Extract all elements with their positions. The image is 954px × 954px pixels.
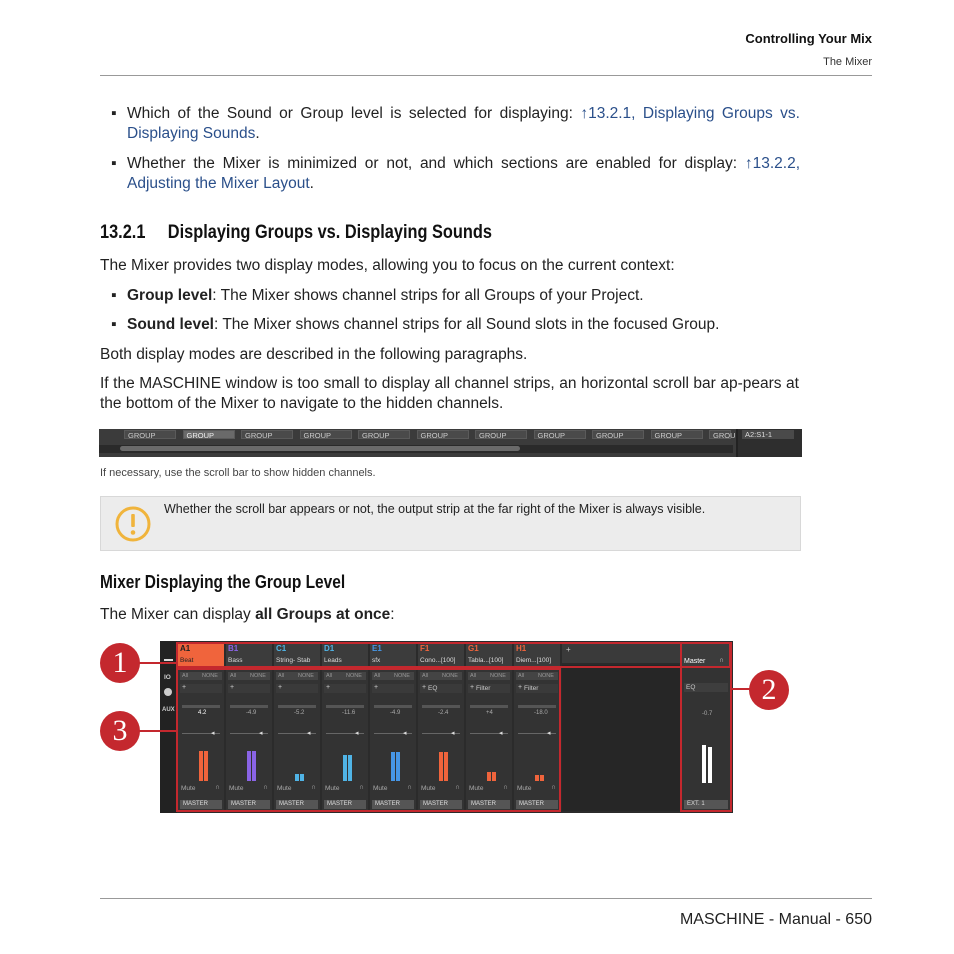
bullet-dot: ▪ [111, 316, 117, 333]
section-heading [100, 222, 492, 244]
bullet-dot: ▪ [111, 287, 117, 304]
insert-label: Filter [476, 685, 491, 692]
add-insert-icon[interactable]: + [278, 684, 283, 691]
aux-toggle[interactable]: AUX [162, 707, 175, 713]
highlight-box-3 [176, 668, 561, 812]
output-route[interactable]: MASTER [516, 800, 558, 809]
mute-button[interactable]: Mute [517, 785, 532, 792]
headphone-icon[interactable]: ∩ [503, 784, 509, 791]
master-name: Master [684, 658, 706, 665]
aux-none-label: NONE [442, 673, 458, 679]
aux-none-label: NONE [250, 673, 266, 679]
mixer-intro-end: : [390, 606, 395, 623]
callout-line-3 [138, 730, 176, 732]
strip-name: A1 [180, 644, 191, 653]
cross-reference-link[interactable]: ↑13.2.1, Displaying Groups vs. Displaying Sounds [127, 105, 800, 142]
output-route[interactable]: MASTER [228, 800, 270, 809]
group-button[interactable]: GROUP [592, 430, 644, 439]
bullet-text: Which of the Sound or Group level is selected for displaying: [127, 105, 581, 122]
strip-sound-name: String- Stab [276, 657, 311, 664]
add-insert-icon[interactable]: + [326, 684, 331, 691]
collapse-icon[interactable] [164, 653, 173, 661]
strip-sound-name: sfx [372, 657, 381, 664]
aux-all-label: All [230, 673, 237, 679]
insert-label: EQ [428, 685, 438, 692]
paragraph: Both display modes are described in the following paragraphs. [100, 346, 528, 363]
headphone-icon[interactable]: ∩ [311, 784, 317, 791]
mode-desc: : The Mixer shows channel strips for all Groups of your Project. [212, 287, 644, 304]
mute-button[interactable]: Mute [325, 785, 340, 792]
level-readout: -11.6 [342, 710, 356, 716]
aux-all-label: All [326, 673, 333, 679]
fader-handle-icon[interactable]: ◂ [451, 730, 455, 737]
strip-sound-name: Beat [180, 657, 194, 664]
output-route[interactable]: MASTER [468, 800, 510, 809]
aux-all-label: All [374, 673, 381, 679]
fader-handle-icon[interactable]: ◂ [307, 730, 311, 737]
strip-sound-name: Leads [324, 657, 342, 664]
bullet-end: . [309, 175, 314, 192]
master-level-readout: -0.7 [702, 711, 713, 717]
level-readout: +4 [486, 710, 493, 716]
scrollbar-figure [99, 429, 800, 457]
level-readout: -4.9 [390, 710, 401, 716]
bullet-dot: ▪ [111, 155, 117, 172]
group-button[interactable]: GROUP [358, 430, 410, 439]
aux-none-label: NONE [490, 673, 506, 679]
level-readout: -4.9 [246, 710, 257, 716]
fader-handle-icon[interactable]: ◂ [259, 730, 263, 737]
strip-sound-name: Diem...[100] [516, 657, 552, 664]
strip-sound-name: Cono...[100] [420, 657, 456, 664]
intro-paragraph: The Mixer provides two display modes, allowing you to focus on the current context: [100, 257, 675, 274]
insert-label: Filter [524, 685, 539, 692]
group-button[interactable]: GROUP [475, 430, 527, 439]
running-header-section: The Mixer [823, 56, 872, 68]
strip-name: E1 [372, 644, 382, 653]
section-title: Displaying Groups vs. Displaying Sounds [167, 222, 492, 243]
level-readout: -5.2 [294, 710, 305, 716]
aux-all-label: All [470, 673, 477, 679]
add-insert-icon[interactable]: + [374, 684, 379, 691]
add-insert-icon[interactable]: + [422, 684, 427, 691]
group-button[interactable]: GROUP [241, 430, 293, 439]
headphone-icon[interactable]: ∩ [455, 784, 461, 791]
fader-handle-icon[interactable]: ◂ [211, 730, 215, 737]
output-label: A2:S1-1 [742, 430, 794, 439]
empty-area [562, 665, 680, 811]
group-button[interactable]: GROUP [651, 430, 703, 439]
headphone-icon[interactable]: ∩ [407, 784, 413, 791]
output-strip [736, 429, 802, 457]
callout-2: 2 [749, 670, 789, 710]
aux-none-label: NONE [202, 673, 218, 679]
group-button[interactable]: GROUP [124, 430, 176, 439]
add-insert-icon[interactable]: + [230, 684, 235, 691]
aux-none-label: NONE [346, 673, 362, 679]
aux-all-label: All [182, 673, 189, 679]
strip-name: F1 [420, 644, 430, 653]
output-route[interactable]: MASTER [180, 800, 222, 809]
fader-handle-icon[interactable]: ◂ [355, 730, 359, 737]
fader-handle-icon[interactable]: ◂ [403, 730, 407, 737]
level-readout: -2.4 [438, 710, 449, 716]
level-readout: -18.0 [534, 710, 548, 716]
section-number: 13.2.1 [100, 222, 146, 243]
aux-none-label: NONE [298, 673, 314, 679]
plugin-icon[interactable] [164, 688, 172, 696]
aux-all-label: All [422, 673, 429, 679]
scrollbar-track [99, 445, 733, 453]
headphone-icon[interactable]: ∩ [359, 784, 365, 791]
note-box [100, 496, 801, 551]
headphone-icon[interactable]: ∩ [263, 784, 269, 791]
cross-reference-link[interactable]: ↑13.2.2, Adjusting the Mixer Layout [127, 155, 800, 192]
bullet-end: . [255, 125, 260, 142]
bullet-text: Whether the Mixer is minimized or not, and which sections are enabled for display: [127, 155, 745, 172]
highlight-box-1 [176, 642, 731, 668]
scrollbar-thumb[interactable] [120, 446, 520, 451]
headphone-icon[interactable]: ∩ [551, 784, 557, 791]
add-insert-icon[interactable]: + [518, 684, 523, 691]
master-output-route[interactable]: EXT. 1 [684, 800, 728, 809]
group-button[interactable]: GROUP [417, 430, 469, 439]
group-button[interactable]: GROUP [300, 430, 352, 439]
aux-all-label: All [278, 673, 285, 679]
output-route[interactable]: MASTER [324, 800, 366, 809]
group-button[interactable]: GROUP [534, 430, 586, 439]
master-insert-label: EQ [686, 684, 696, 691]
mixer-sidebar [160, 641, 177, 813]
aux-none-label: NONE [394, 673, 410, 679]
mode-desc: : The Mixer shows channel strips for all Sound slots in the focused Group. [214, 316, 720, 333]
header-rule [100, 75, 872, 76]
level-readout: 4.2 [198, 710, 207, 716]
running-header-chapter: Controlling Your Mix [745, 31, 872, 46]
footer-rule [100, 898, 872, 899]
io-toggle[interactable]: IO [164, 674, 171, 681]
mixer-intro-text: The Mixer can display [100, 606, 256, 623]
warning-icon [114, 505, 152, 543]
mute-button[interactable]: Mute [229, 785, 244, 792]
add-insert-icon[interactable]: + [470, 684, 475, 691]
mute-button[interactable]: Mute [469, 785, 484, 792]
output-route[interactable]: MASTER [276, 800, 318, 809]
bullet-dot: ▪ [111, 105, 117, 122]
output-route[interactable]: MASTER [372, 800, 414, 809]
page-footer: MASCHINE - Manual - 650 [679, 911, 872, 928]
paragraph: If the MASCHINE window is too small to display all channel strips, an horizontal scroll bar ap-pears at the bottom of the Mixer to navigate to the hidden channels. [100, 375, 799, 412]
callout-1: 1 [100, 643, 140, 683]
mute-button[interactable]: Mute [181, 785, 196, 792]
mute-button[interactable]: Mute [373, 785, 388, 792]
mute-button[interactable]: Mute [421, 785, 436, 792]
bullet-item [111, 104, 800, 144]
note-text: Whether the scroll bar appears or not, the output strip at the far right of the Mixer is always visible. [164, 502, 706, 516]
mute-button[interactable]: Mute [277, 785, 292, 792]
callout-line-1 [138, 662, 176, 664]
headphone-icon[interactable]: ∩ [719, 657, 725, 664]
strip-name: D1 [324, 644, 335, 653]
add-group-icon[interactable]: + [566, 645, 571, 654]
strip-name: H1 [516, 644, 527, 653]
mode-item [111, 315, 800, 335]
aux-none-label: NONE [538, 673, 554, 679]
figure-caption: If necessary, use the scroll bar to show hidden channels. [100, 467, 376, 479]
headphone-icon[interactable]: ∩ [215, 784, 221, 791]
output-route[interactable]: MASTER [420, 800, 462, 809]
add-insert-icon[interactable]: + [182, 684, 187, 691]
strip-sound-name: Bass [228, 657, 243, 664]
mode-term: Sound level [127, 316, 214, 333]
fader-handle-icon[interactable]: ◂ [499, 730, 503, 737]
mixer-intro-bold: all Groups at once [255, 606, 391, 623]
fader-handle-icon[interactable]: ◂ [547, 730, 551, 737]
mixer-intro [100, 605, 395, 625]
strip-name: C1 [276, 644, 287, 653]
mode-item [111, 286, 800, 306]
highlight-box-2 [680, 642, 732, 812]
aux-all-label: All [518, 673, 525, 679]
callout-3: 3 [100, 711, 140, 751]
mode-term: Group level [127, 287, 213, 304]
strip-name: B1 [228, 644, 239, 653]
subheading: Mixer Displaying the Group Level [100, 572, 346, 592]
group-button[interactable]: GROUP [183, 430, 235, 439]
strip-name: G1 [468, 644, 479, 653]
bullet-item [111, 154, 800, 194]
strip-sound-name: Tabla...[100] [468, 657, 504, 664]
group-button[interactable]: GROU [709, 430, 731, 439]
